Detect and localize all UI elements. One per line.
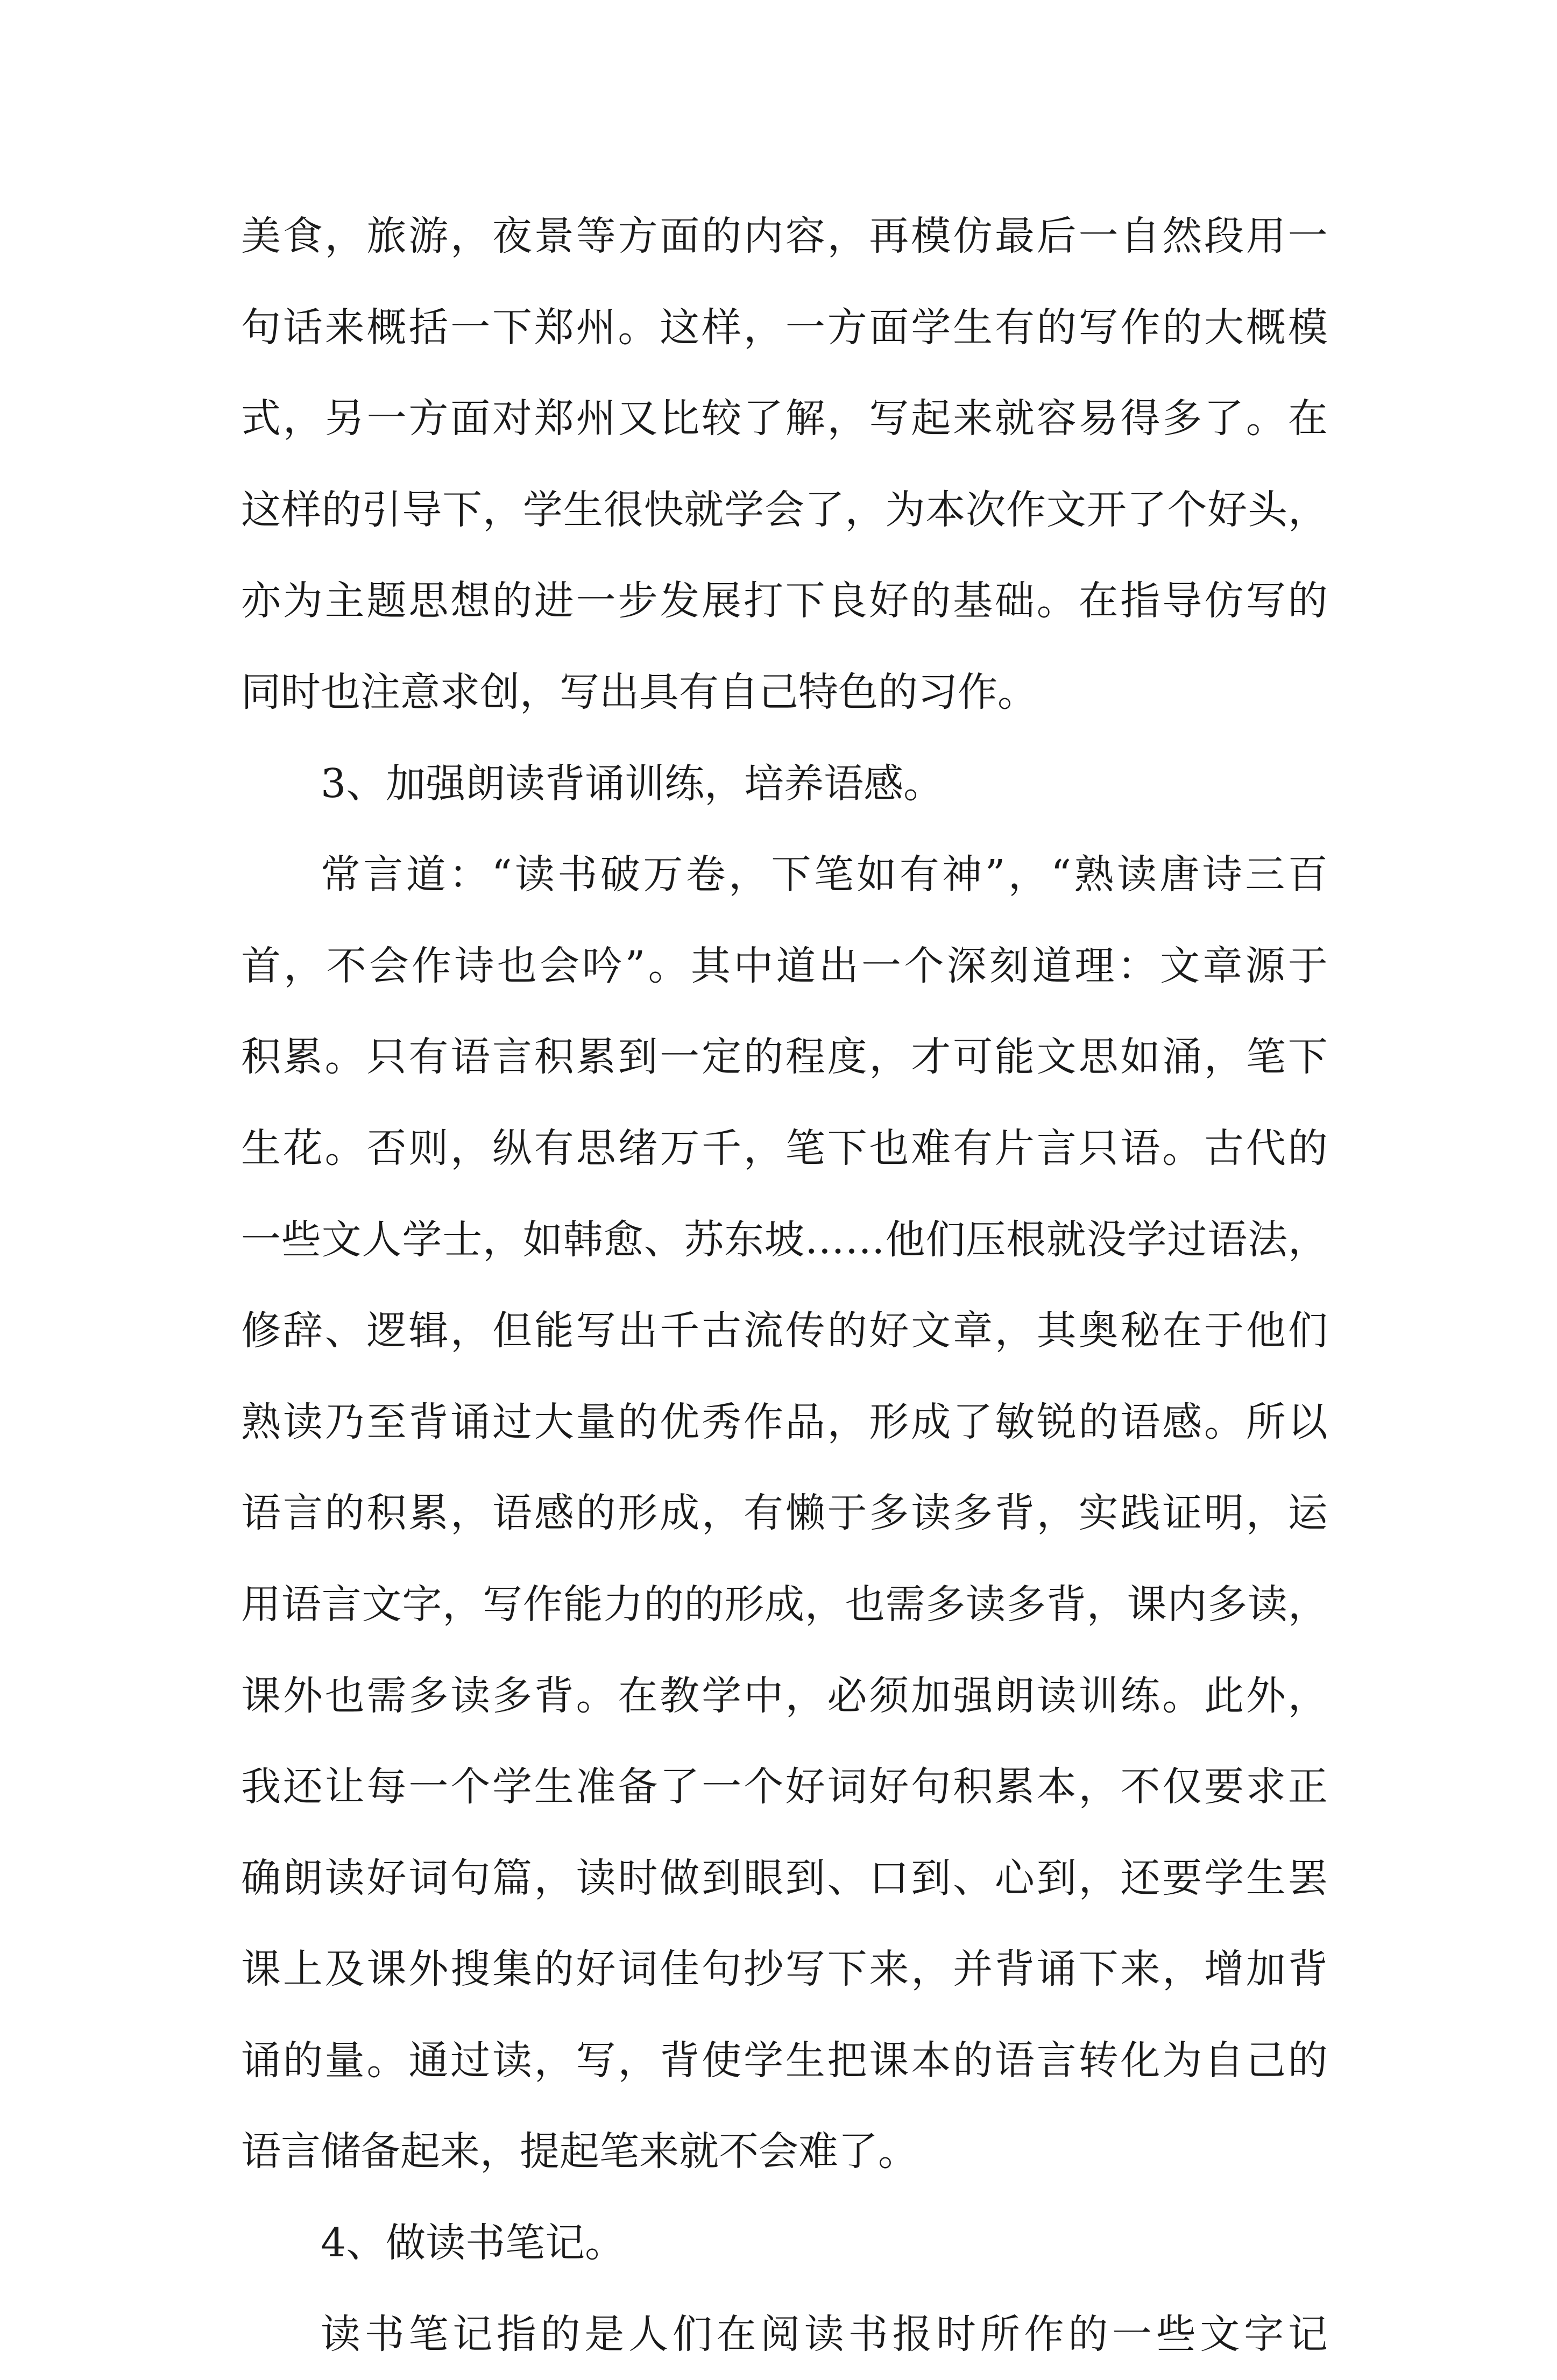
text-line: 确 朗 读 好 词 句 篇 ， 读 时 做 到 眼 到 、 口 到 、 心 到 ， 还 要 学 生 罢 [241,1855,1328,1901]
text-line: 同 时 也 注 意 求 创 ， 写 出 具 有 自 己 特 色 的 习 作 。 [241,669,1037,715]
text-line: 式 ， 另 一 方 面 对 郑 州 又 比 较 了 解 ， 写 起 来 就 容 易 得 多 了 。 在 [241,395,1328,442]
body-text [241,191,1328,2380]
text-line: 句 话 来 概 括 一 下 郑 州 。 这 样 ， 一 方 面 学 生 有 的 写 作 的 大 概 模 [241,304,1328,351]
text-line: 语 言 的 积 累 ， 语 感 的 形 成 ， 有 懒 于 多 读 多 背 ， 实 践 证 明 ， 运 [241,1490,1328,1537]
text-line: 生 花 。 否 则 ， 纵 有 思 绪 万 千 ， 笔 下 也 难 有 片 言 只 语 。 古 代 的 [241,1125,1328,1171]
text-line: 诵 的 量 。 通 过 读 ， 写 ， 背 使 学 生 把 课 本 的 语 言 转 化 为 自 己 的 [241,2037,1328,2084]
text-line: 这 样 的 引 导 下 ， 学 生 很 快 就 学 会 了 ， 为 本 次 作 文 开 了 个 好 头 ， [241,486,1328,533]
text-line: 语 言 储 备 起 来 ， 提 起 笔 来 就 不 会 难 了 。 [241,2128,918,2175]
text-line: 亦 为 主 题 思 想 的 进 一 步 发 展 打 下 良 好 的 基 础 。 在 指 导 仿 写 的 [241,578,1328,624]
text-line: 一 些 文 人 学 士 ， 如 韩 愈 、 苏 东 坡 … … 他 们 压 根 就 没 学 过 语 法 ， [241,1216,1328,1263]
text-line: 读 书 笔 记 指 的 是 人 们 在 阅 读 书 报 时 所 作 的 一 些 文 字 记 [321,2311,1328,2357]
text-line: 熟 读 乃 至 背 诵 过 大 量 的 优 秀 作 品 ， 形 成 了 敏 锐 的 语 感 。 所 以 [241,1398,1328,1445]
text-line: 积 累 。 只 有 语 言 积 累 到 一 定 的 程 度 ， 才 可 能 文 思 如 涌 ， 笔 下 [241,1034,1328,1081]
text-line: 修 辞 、 逻 辑 ， 但 能 写 出 千 古 流 传 的 好 文 章 ， 其 奥 秘 在 于 他 们 [241,1308,1328,1354]
text-line: 美 食 ， 旅 游 ， 夜 景 等 方 面 的 内 容 ， 再 模 仿 最 后 一 自 然 段 用 一 [241,213,1328,259]
text-line: 首 ， 不 会 作 诗 也 会 吟 ” 。 其 中 道 出 一 个 深 刻 道 理 ： 文 章 源 于 [241,942,1328,989]
text-line: 课 外 也 需 多 读 多 背 。 在 教 学 中 ， 必 须 加 强 朗 读 训 练 。 此 外 ， [241,1672,1328,1719]
text-line: 常 言 道 ： “ 读 书 破 万 卷 ， 下 笔 如 有 神 ” ， “ 熟 读 唐 诗 三 百 [321,851,1328,898]
text-line: 用 语 言 文 字 ， 写 作 能 力 的 的 形 成 ， 也 需 多 读 多 背 ， 课 内 多 读 ， [241,1581,1328,1628]
text-line: 我 还 让 每 一 个 学 生 准 备 了 一 个 好 词 好 句 积 累 本 ， 不 仅 要 求 正 [241,1764,1328,1810]
text-line: 3 、 加 强 朗 读 背 诵 训 练 ， 培 养 语 感 。 [321,760,944,807]
text-line: 课 上 及 课 外 搜 集 的 好 词 佳 句 抄 写 下 来 ， 并 背 诵 下 来 ， 增 加 背 [241,1946,1328,1993]
text-line: 4 、 做 读 书 笔 记 。 [321,2220,625,2267]
